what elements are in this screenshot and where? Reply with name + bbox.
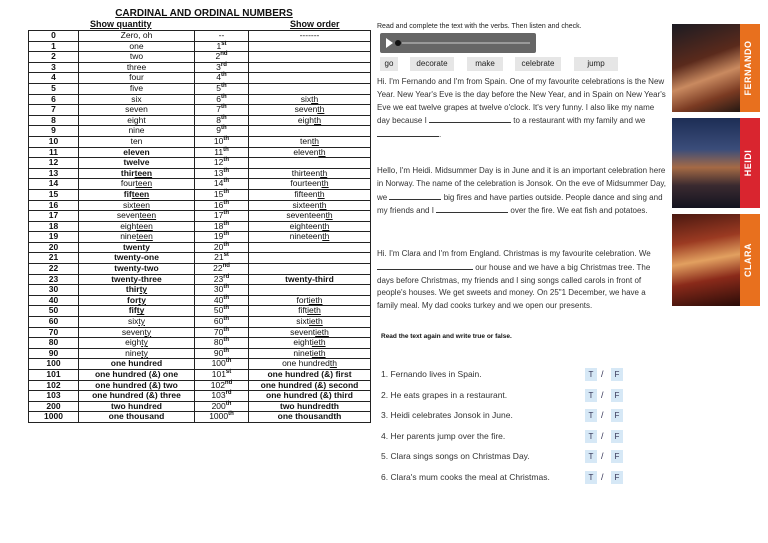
table-row — [29, 189, 371, 200]
ordinal-word-cell: eleventh — [249, 147, 371, 158]
ordinal-abbrev-cell: 21st — [195, 253, 249, 264]
ordinal-abbrev-cell: 1st — [195, 41, 249, 52]
table-row — [29, 200, 371, 211]
true-button[interactable]: T — [585, 368, 597, 381]
ordinal-word-cell: one hundred (&) first — [249, 370, 371, 381]
cardinal-cell: seven — [79, 105, 195, 116]
answer-blank[interactable] — [377, 128, 439, 137]
ordinal-abbrev-cell: 10th — [195, 136, 249, 147]
ordinal-word-cell: eightieth — [249, 338, 371, 349]
cardinal-cell: one hundred (&) three — [79, 391, 195, 402]
false-button[interactable]: F — [611, 450, 623, 463]
table-row — [29, 306, 371, 317]
true-false-instruction: Read the text again and write true or false. — [381, 333, 512, 340]
photo-clara-image — [672, 214, 740, 306]
ordinal-abbrev-cell: 11th — [195, 147, 249, 158]
number-cell: 21 — [29, 253, 79, 264]
ordinal-word-cell — [249, 41, 371, 52]
number-cell: 12 — [29, 158, 79, 169]
true-button[interactable]: T — [585, 430, 597, 443]
ordinal-word-cell: fortieth — [249, 295, 371, 306]
number-cell: 30 — [29, 285, 79, 296]
number-cell: 5 — [29, 83, 79, 94]
ordinal-abbrev-cell: 17th — [195, 211, 249, 222]
photo-fernando-image — [672, 24, 740, 112]
cardinal-cell: ninety — [79, 348, 195, 359]
ordinal-abbrev-cell: 2nd — [195, 52, 249, 63]
number-cell: 17 — [29, 211, 79, 222]
table-row — [29, 211, 371, 222]
table-row — [29, 158, 371, 169]
cardinal-cell: six — [79, 94, 195, 105]
ordinal-word-cell: sixtieth — [249, 317, 371, 328]
number-cell: 103 — [29, 391, 79, 402]
cardinal-cell: fourteen — [79, 179, 195, 190]
photo-name-label: HEIDI — [743, 149, 753, 177]
cardinal-cell: sixteen — [79, 200, 195, 211]
numbers-subheader — [28, 19, 370, 30]
cardinal-cell: eight — [79, 115, 195, 126]
number-cell: 15 — [29, 189, 79, 200]
cardinal-cell: eleven — [79, 147, 195, 158]
number-cell: 100 — [29, 359, 79, 370]
table-row — [29, 359, 371, 370]
ordinal-word-cell: one hundredth — [249, 359, 371, 370]
cardinal-cell: one hundred (&) one — [79, 370, 195, 381]
cardinal-cell: three — [79, 62, 195, 73]
cardinal-cell: ten — [79, 136, 195, 147]
table-row — [29, 401, 371, 412]
number-cell: 4 — [29, 73, 79, 84]
ordinal-abbrev-cell: 7th — [195, 105, 249, 116]
ordinal-word-cell: fiftieth — [249, 306, 371, 317]
table-row — [29, 327, 371, 338]
ordinal-abbrev-cell: 5th — [195, 83, 249, 94]
table-row — [29, 52, 371, 63]
table-row — [29, 253, 371, 264]
number-cell: 16 — [29, 200, 79, 211]
number-cell: 6 — [29, 94, 79, 105]
ordinal-abbrev-cell: 23rd — [195, 274, 249, 285]
cardinal-cell: four — [79, 73, 195, 84]
statement: 3. Heidi celebrates Jonsok in June. — [381, 410, 513, 420]
number-cell: 19 — [29, 232, 79, 243]
ordinal-abbrev-cell: 50th — [195, 306, 249, 317]
cardinal-cell: twenty-one — [79, 253, 195, 264]
verb-chip[interactable]: make — [467, 57, 503, 71]
ordinal-word-cell — [249, 285, 371, 296]
number-cell: 18 — [29, 221, 79, 232]
ordinal-word-cell: thirteenth — [249, 168, 371, 179]
false-button[interactable]: F — [611, 409, 623, 422]
table-row — [29, 147, 371, 158]
number-cell: 102 — [29, 380, 79, 391]
table-row — [29, 73, 371, 84]
number-cell: 9 — [29, 126, 79, 137]
cardinal-cell: sixty — [79, 317, 195, 328]
ordinal-word-cell: seventeenth — [249, 211, 371, 222]
ordinal-word-cell: seventh — [249, 105, 371, 116]
ordinal-abbrev-cell: 70th — [195, 327, 249, 338]
cardinal-cell: nine — [79, 126, 195, 137]
table-row — [29, 31, 371, 42]
cardinal-cell: twelve — [79, 158, 195, 169]
ordinal-word-cell — [249, 83, 371, 94]
table-row — [29, 105, 371, 116]
verb-chip[interactable]: go — [380, 57, 398, 71]
table-row — [29, 295, 371, 306]
false-button[interactable]: F — [611, 430, 623, 443]
ordinal-abbrev-cell: 1000th — [195, 412, 249, 423]
cardinal-cell: Zero, oh — [79, 31, 195, 42]
table-row — [29, 126, 371, 137]
table-row — [29, 94, 371, 105]
cardinal-cell: thirty — [79, 285, 195, 296]
table-row — [29, 62, 371, 73]
ordinal-word-cell — [249, 242, 371, 253]
audio-player[interactable] — [380, 33, 536, 53]
statement: 6. Clara's mum cooks the meal at Christmas. — [381, 472, 550, 482]
number-cell: 3 — [29, 62, 79, 73]
cardinal-cell: twenty — [79, 242, 195, 253]
cardinal-cell: one thousand — [79, 412, 195, 423]
ordinal-word-cell: ninetieth — [249, 348, 371, 359]
false-button[interactable]: F — [611, 368, 623, 381]
ordinal-abbrev-cell: 8th — [195, 115, 249, 126]
table-row — [29, 380, 371, 391]
cardinal-cell: seventy — [79, 327, 195, 338]
table-row — [29, 264, 371, 275]
cardinal-cell: two hundred — [79, 401, 195, 412]
cardinal-cell: eighteen — [79, 221, 195, 232]
ordinal-abbrev-cell: 18th — [195, 221, 249, 232]
table-row — [29, 285, 371, 296]
ordinal-word-cell: eighth — [249, 115, 371, 126]
ordinal-abbrev-cell: 100th — [195, 359, 249, 370]
false-button[interactable]: F — [611, 471, 623, 484]
number-cell: 200 — [29, 401, 79, 412]
ordinal-word-cell — [249, 264, 371, 275]
ordinal-word-cell — [249, 253, 371, 264]
ordinal-abbrev-cell: 22nd — [195, 264, 249, 275]
table-row — [29, 232, 371, 243]
number-cell: 20 — [29, 242, 79, 253]
paragraph-fernando: Hi. I'm Fernando and I'm from Spain. One of my favourite celebrations is the New Year. New Year's Eve is the day before the New Year, and in Spain on New Year's Eve we eat twelve grapes at twelve o'clock. It's very funny. I also like my name day because I to a restaurant with my family and we . — [377, 77, 666, 140]
true-button[interactable]: T — [585, 450, 597, 463]
photo-clara — [672, 214, 760, 306]
ordinal-abbrev-cell: 101st — [195, 370, 249, 381]
table-row — [29, 338, 371, 349]
cardinal-cell: twenty-three — [79, 274, 195, 285]
ordinal-word-cell — [249, 73, 371, 84]
number-cell: 1000 — [29, 412, 79, 423]
verb-chip[interactable]: jump — [574, 57, 618, 71]
cardinal-cell: eighty — [79, 338, 195, 349]
ordinal-word-cell: eighteenth — [249, 221, 371, 232]
ordinal-word-cell: sixth — [249, 94, 371, 105]
false-button[interactable]: F — [611, 389, 623, 402]
ordinal-abbrev-cell: 90th — [195, 348, 249, 359]
table-row — [29, 179, 371, 190]
number-cell: 80 — [29, 338, 79, 349]
table-row — [29, 370, 371, 381]
number-cell: 23 — [29, 274, 79, 285]
ordinal-word-cell: twenty-third — [249, 274, 371, 285]
answer-blank[interactable] — [389, 191, 441, 200]
ordinal-abbrev-cell: 103rd — [195, 391, 249, 402]
number-cell: 1 — [29, 41, 79, 52]
true-button[interactable]: T — [585, 471, 597, 484]
ordinal-abbrev-cell: 80th — [195, 338, 249, 349]
ordinal-word-cell: seventieth — [249, 327, 371, 338]
verb-chip[interactable]: decorate — [410, 57, 454, 71]
reading-instruction: Read and complete the text with the verbs. Then listen and check. — [377, 23, 582, 30]
ordinal-word-cell: fourteenth — [249, 179, 371, 190]
ordinal-abbrev-cell: 16th — [195, 200, 249, 211]
number-cell: 0 — [29, 31, 79, 42]
number-cell: 101 — [29, 370, 79, 381]
cardinal-cell: seventeen — [79, 211, 195, 222]
number-cell: 11 — [29, 147, 79, 158]
ordinal-abbrev-cell: 9th — [195, 126, 249, 137]
ordinal-word-cell: ------- — [249, 31, 371, 42]
ordinal-abbrev-cell: 14th — [195, 179, 249, 190]
ordinal-word-cell: one thousandth — [249, 412, 371, 423]
table-row — [29, 274, 371, 285]
table-row — [29, 391, 371, 402]
answer-blank[interactable] — [429, 114, 511, 123]
number-cell: 22 — [29, 264, 79, 275]
table-row — [29, 168, 371, 179]
table-row — [29, 412, 371, 423]
cardinal-cell: twenty-two — [79, 264, 195, 275]
ordinal-word-cell — [249, 158, 371, 169]
number-cell: 90 — [29, 348, 79, 359]
show-order-label: Show order — [290, 19, 340, 29]
ordinal-abbrev-cell: -- — [195, 31, 249, 42]
play-icon[interactable] — [386, 38, 393, 48]
ordinal-abbrev-cell: 40th — [195, 295, 249, 306]
ordinal-word-cell: two hundredth — [249, 401, 371, 412]
table-row — [29, 242, 371, 253]
number-cell: 40 — [29, 295, 79, 306]
number-cell: 7 — [29, 105, 79, 116]
ordinal-word-cell — [249, 62, 371, 73]
cardinal-cell: thirteen — [79, 168, 195, 179]
ordinal-abbrev-cell: 6th — [195, 94, 249, 105]
show-quantity-label: Show quantity — [90, 19, 152, 29]
photo-name-label: FERNANDO — [743, 40, 753, 96]
number-cell: 60 — [29, 317, 79, 328]
ordinal-abbrev-cell: 30th — [195, 285, 249, 296]
ordinal-abbrev-cell: 200th — [195, 401, 249, 412]
ordinal-abbrev-cell: 12th — [195, 158, 249, 169]
cardinal-cell: forty — [79, 295, 195, 306]
photo-name-label: CLARA — [743, 243, 753, 277]
answer-blank[interactable] — [377, 261, 473, 270]
table-row — [29, 317, 371, 328]
true-button[interactable]: T — [585, 409, 597, 422]
table-row — [29, 41, 371, 52]
cardinal-cell: five — [79, 83, 195, 94]
verb-chip[interactable]: celebrate — [515, 57, 561, 71]
cardinal-cell: two — [79, 52, 195, 63]
number-cell: 70 — [29, 327, 79, 338]
progress-track[interactable] — [402, 42, 530, 44]
photo-heidi-image — [672, 118, 740, 208]
ordinal-word-cell: one hundred (&) second — [249, 380, 371, 391]
progress-handle[interactable] — [395, 40, 401, 46]
statement: 2. He eats grapes in a restaurant. — [381, 390, 508, 400]
number-cell: 50 — [29, 306, 79, 317]
table-row — [29, 221, 371, 232]
photo-fernando — [672, 24, 760, 112]
paragraph-heidi: Hello, I'm Heidi. Midsummer Day is in June and it is an important celebration here in Norway. The name of the celebration is Jonsok. On the eve of Midsummer Day, we big fires and have parties outside. People dance and sing and my friends and I over the fire. We eat fish and potatoes. — [377, 166, 667, 216]
number-cell: 10 — [29, 136, 79, 147]
number-cell: 2 — [29, 52, 79, 63]
numbers-title: CARDINAL AND ORDINAL NUMBERS — [115, 8, 293, 19]
ordinal-word-cell — [249, 126, 371, 137]
ordinal-abbrev-cell: 15th — [195, 189, 249, 200]
number-cell: 14 — [29, 179, 79, 190]
ordinal-word-cell: fifteenth — [249, 189, 371, 200]
ordinal-abbrev-cell: 19th — [195, 232, 249, 243]
statement: 4. Her parents jump over the fire. — [381, 431, 506, 441]
ordinal-word-cell — [249, 52, 371, 63]
statement: 5. Clara sings songs on Christmas Day. — [381, 451, 530, 461]
table-row — [29, 83, 371, 94]
ordinal-word-cell: tenth — [249, 136, 371, 147]
table-row — [29, 136, 371, 147]
ordinal-abbrev-cell: 4th — [195, 73, 249, 84]
true-button[interactable]: T — [585, 389, 597, 402]
ordinal-word-cell: one hundred (&) third — [249, 391, 371, 402]
ordinal-abbrev-cell: 13th — [195, 168, 249, 179]
statement: 1. Fernando lives in Spain. — [381, 369, 482, 379]
cardinal-cell: fifty — [79, 306, 195, 317]
table-row — [29, 115, 371, 126]
cardinal-cell: one — [79, 41, 195, 52]
answer-blank[interactable] — [436, 204, 508, 213]
paragraph-clara: Hi. I'm Clara and I'm from England. Christmas is my favourite celebration. We our house and we have a big Christmas tree. The days before Christmas, my friends and I sing songs called carols in front of people's houses. We get sweets and money. On 25"1 December, we have a family meal. My dad cooks turkey and we open our presents. — [377, 249, 651, 311]
ordinal-abbrev-cell: 102nd — [195, 380, 249, 391]
ordinal-word-cell: sixteenth — [249, 200, 371, 211]
cardinal-cell: one hundred (&) two — [79, 380, 195, 391]
number-cell: 13 — [29, 168, 79, 179]
ordinal-abbrev-cell: 60th — [195, 317, 249, 328]
ordinal-word-cell: nineteenth — [249, 232, 371, 243]
cardinal-cell: fifteen — [79, 189, 195, 200]
number-cell: 8 — [29, 115, 79, 126]
numbers-section — [28, 8, 370, 423]
numbers-table — [28, 30, 371, 423]
table-row — [29, 348, 371, 359]
cardinal-cell: one hundred — [79, 359, 195, 370]
photo-heidi — [672, 118, 760, 208]
cardinal-cell: nineteen — [79, 232, 195, 243]
ordinal-abbrev-cell: 3rd — [195, 62, 249, 73]
ordinal-abbrev-cell: 20th — [195, 242, 249, 253]
